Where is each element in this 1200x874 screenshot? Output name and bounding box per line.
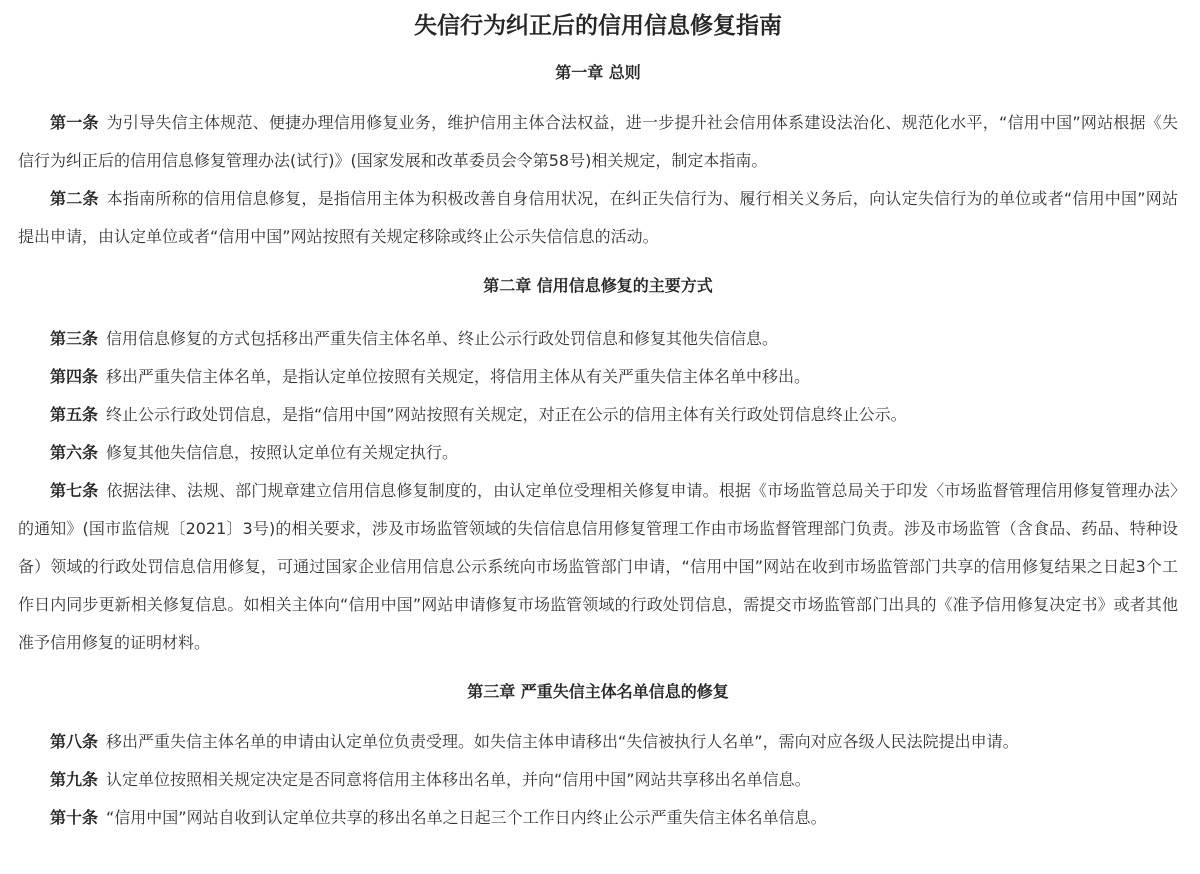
- article-label: 第五条: [50, 405, 99, 424]
- article-3: [18, 320, 1178, 358]
- article-label: 第八条: [50, 732, 99, 751]
- chapter-heading: 第二章 信用信息修复的主要方式: [483, 276, 713, 295]
- article-label: 第六条: [50, 443, 99, 462]
- article-text: 为引导失信主体规范、便捷办理信用修复业务，维护信用主体合法权益，进一步提升社会信用体系建设法治化、规范化水平，“信用中国”网站根据《失信行为纠正后的信用信息修复管理办法(试行)》(国家发展和改革委员会令第58号)相关规定，制定本指南。: [18, 113, 1178, 170]
- article-text: 移出严重失信主体名单，是指认定单位按照有关规定，将信用主体从有关严重失信主体名单中移出。: [106, 367, 811, 386]
- article-text: “信用中国”网站自收到认定单位共享的移出名单之日起三个工作日内终止公示严重失信主体名单信息。: [106, 808, 827, 827]
- article-2: [18, 180, 1178, 256]
- article-7: [18, 472, 1178, 662]
- article-label: 第三条: [50, 329, 99, 348]
- article-text: 本指南所称的信用信息修复，是指信用主体为积极改善自身信用状况，在纠正失信行为、履行相关义务后，向认定失信行为的单位或者“信用中国”网站提出申请，由认定单位或者“信用中国”网站按照有关规定移除或终止公示失信信息的活动。: [18, 189, 1178, 246]
- article-label: 第二条: [50, 189, 99, 208]
- article-label: 第七条: [50, 481, 99, 500]
- article-label: 第四条: [50, 367, 99, 386]
- article-text: 信用信息修复的方式包括移出严重失信主体名单、终止公示行政处罚信息和修复其他失信信息。: [106, 329, 779, 348]
- article-text: 终止公示行政处罚信息，是指“信用中国”网站按照有关规定，对正在公示的信用主体有关行政处罚信息终止公示。: [106, 405, 907, 424]
- article-label: 第一条: [50, 113, 99, 132]
- chapter-1: [18, 61, 1178, 256]
- article-9: [18, 761, 1178, 799]
- article-text: 依据法律、法规、部门规章建立信用信息修复制度的，由认定单位受理相关修复申请。根据《市场监管总局关于印发〈市场监督管理信用修复管理办法〉的通知》(国市监信规〔2021〕3号)的相关要求，涉及市场监管领域的失信信息信用修复管理工作由市场监督管理部门负责。涉及市场监管（含食品、药品、特种设备）领域的行政处罚信息信用修复，可通过国家企业信用信息公示系统向市场监管部门申请，“信用中国”网站在收到市场监管部门共享的信用修复结果之日起3个工作日内同步更新相关修复信息。如相关主体向“信用中国”网站申请修复市场监管领域的行政处罚信息，需提交市场监管部门出具的《准予信用修复决定书》或者其他准予信用修复的证明材料。: [18, 481, 1178, 652]
- chapter-heading: 第一章 总则: [555, 63, 641, 82]
- article-8: [18, 723, 1178, 761]
- article-1: [18, 104, 1178, 180]
- document-title: 失信行为纠正后的信用信息修复指南: [414, 13, 782, 39]
- article-4: [18, 358, 1178, 396]
- article-text: 认定单位按照相关规定决定是否同意将信用主体移出名单，并向“信用中国”网站共享移出名单信息。: [106, 770, 811, 789]
- article-10: [18, 799, 1178, 837]
- article-text: 修复其他失信信息，按照认定单位有关规定执行。: [106, 443, 459, 462]
- article-5: [18, 396, 1178, 434]
- article-label: 第九条: [50, 770, 99, 789]
- article-6: [18, 434, 1178, 472]
- chapter-heading: 第三章 严重失信主体名单信息的修复: [467, 682, 729, 701]
- article-label: 第十条: [50, 808, 99, 827]
- chapter-3: [18, 680, 1178, 837]
- article-text: 移出严重失信主体名单的申请由认定单位负责受理。如失信主体申请移出“失信被执行人名单”，需向对应各级人民法院提出申请。: [106, 732, 1019, 751]
- chapter-2: [18, 274, 1178, 662]
